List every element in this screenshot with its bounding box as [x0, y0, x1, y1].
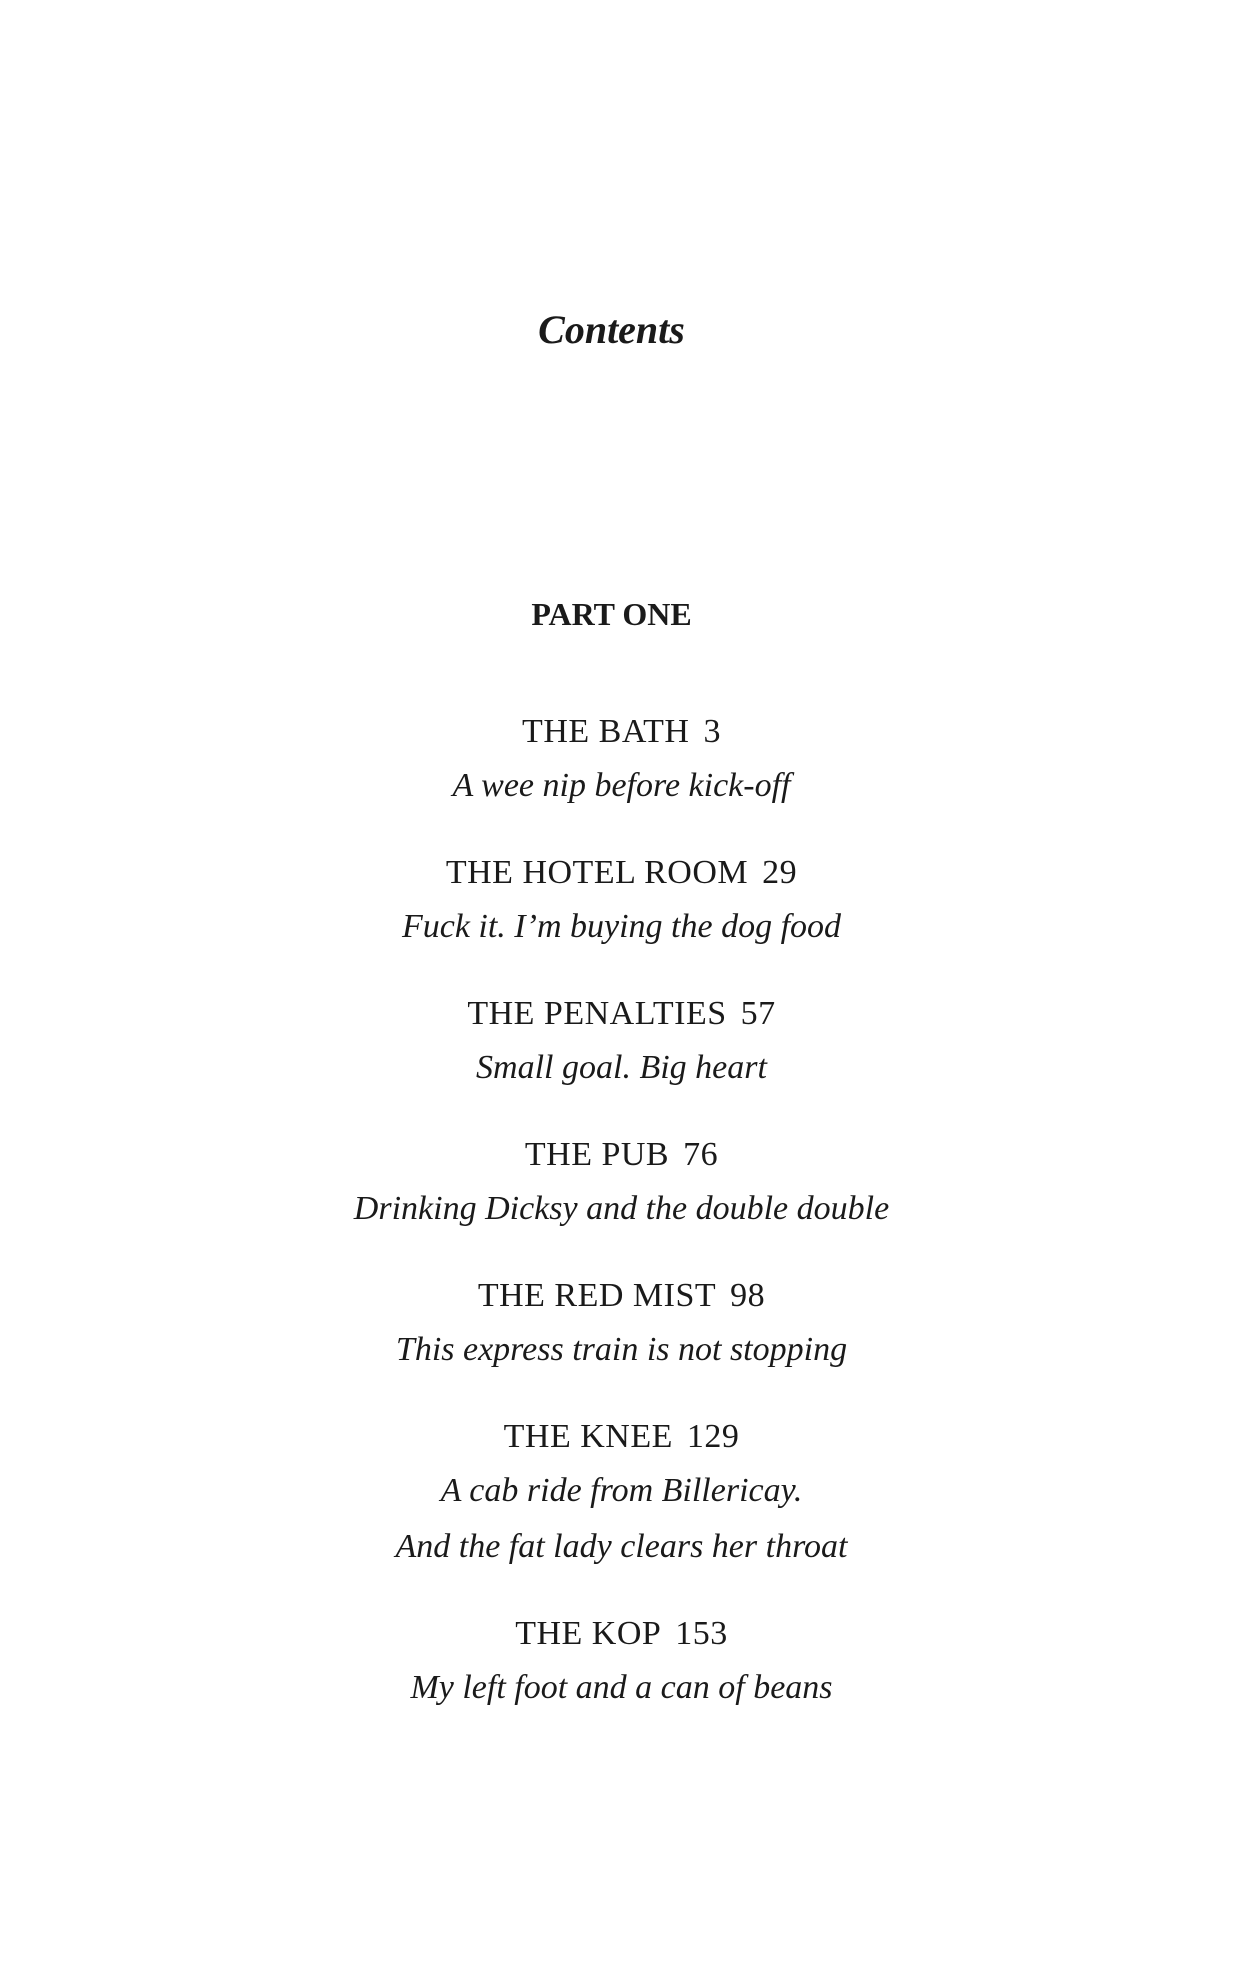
entry-heading [0, 988, 1243, 1040]
chapter-page-number: 76 [683, 1136, 719, 1173]
entry-heading [0, 1129, 1243, 1181]
chapter-subtitle: A cab ride from Billericay. [440, 1472, 803, 1509]
entry-heading [0, 847, 1243, 899]
entry-heading [0, 1270, 1243, 1322]
chapter-title: THE KOP [515, 1615, 662, 1652]
chapter-page-number: 98 [730, 1277, 766, 1314]
chapter-subtitle: Small goal. Big heart [476, 1049, 767, 1086]
chapter-subtitle: Drinking Dicksy and the double double [353, 1190, 890, 1227]
entry-heading [0, 1608, 1243, 1660]
chapter-title: THE KNEE [503, 1418, 673, 1455]
chapter-subtitle: My left foot and a can of beans [410, 1669, 833, 1706]
contents-entry [0, 1411, 1243, 1575]
contents-entry [0, 1129, 1243, 1237]
chapter-page-number: 57 [740, 995, 776, 1032]
contents-list [0, 706, 1243, 1749]
chapter-title: THE HOTEL ROOM [445, 854, 749, 891]
chapter-title: THE PENALTIES [467, 995, 727, 1032]
contents-entry [0, 1270, 1243, 1378]
part-heading: PART ONE [531, 596, 692, 632]
contents-entry [0, 1608, 1243, 1716]
chapter-subtitle: And the fat lady clears her throat [395, 1528, 848, 1565]
chapter-page-number: 129 [686, 1418, 740, 1455]
chapter-subtitle: A wee nip before kick-off [452, 767, 791, 804]
contents-entry [0, 706, 1243, 814]
chapter-subtitle: Fuck it. I’m buying the dog food [401, 908, 842, 945]
entry-heading [0, 706, 1243, 758]
chapter-page-number: 29 [762, 854, 798, 891]
page-title: Contents [538, 307, 685, 352]
chapter-title: THE BATH [522, 713, 690, 750]
chapter-page-number: 3 [703, 713, 721, 750]
chapter-title: THE RED MIST [477, 1277, 717, 1314]
chapter-subtitle: This express train is not stopping [395, 1331, 848, 1368]
chapter-page-number: 153 [675, 1615, 728, 1652]
chapter-title: THE PUB [524, 1136, 670, 1173]
contents-entry [0, 847, 1243, 955]
contents-entry [0, 988, 1243, 1096]
entry-heading [0, 1411, 1243, 1463]
